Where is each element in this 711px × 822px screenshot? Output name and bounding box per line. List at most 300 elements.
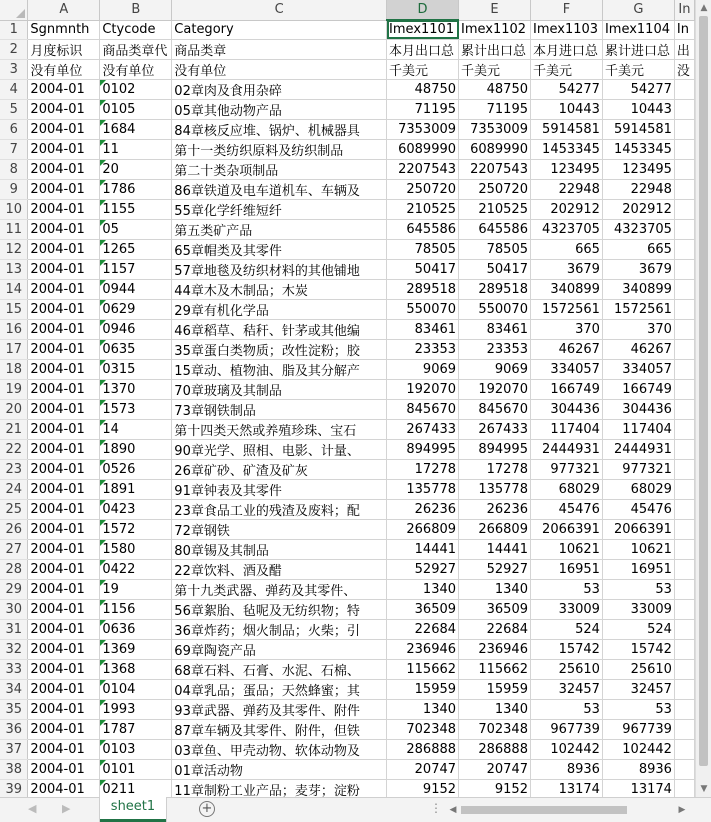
cell-f[interactable]: 13174: [530, 779, 602, 797]
cell-b[interactable]: 05: [100, 219, 172, 239]
cell-e[interactable]: 20747: [459, 759, 531, 779]
cell-d[interactable]: 266809: [387, 519, 459, 539]
row-header[interactable]: 18: [0, 359, 28, 379]
cell-b[interactable]: 0946: [100, 319, 172, 339]
cell-b[interactable]: 0636: [100, 619, 172, 639]
cell-c[interactable]: 68章石料、石膏、水泥、石棉、: [172, 659, 387, 679]
cell-e[interactable]: 267433: [459, 419, 531, 439]
cell-g[interactable]: 25610: [602, 659, 674, 679]
cell-e[interactable]: 83461: [459, 319, 531, 339]
cell-d[interactable]: 9152: [387, 779, 459, 797]
cell-d[interactable]: 845670: [387, 399, 459, 419]
cell-f[interactable]: 202912: [530, 199, 602, 219]
cell-c[interactable]: 73章钢铁制品: [172, 399, 387, 419]
cell-d[interactable]: 71195: [387, 99, 459, 119]
cell-f[interactable]: 2066391: [530, 519, 602, 539]
cell-g[interactable]: 202912: [602, 199, 674, 219]
cell-a[interactable]: 2004-01: [28, 699, 100, 719]
cell-c[interactable]: 商品类章: [172, 39, 387, 59]
cell-in[interactable]: [674, 499, 694, 519]
cell-g[interactable]: 22948: [602, 179, 674, 199]
cell-d[interactable]: 14441: [387, 539, 459, 559]
cell-b[interactable]: 0211: [100, 779, 172, 797]
cell-g[interactable]: 1572561: [602, 299, 674, 319]
cell-d[interactable]: 236946: [387, 639, 459, 659]
cell-g[interactable]: 4323705: [602, 219, 674, 239]
cell-g[interactable]: 15742: [602, 639, 674, 659]
cell-g[interactable]: 16951: [602, 559, 674, 579]
cell-a[interactable]: 2004-01: [28, 359, 100, 379]
cell-c[interactable]: 46章稻草、秸秆、针茅或其他编: [172, 319, 387, 339]
cell-b[interactable]: 11: [100, 139, 172, 159]
cell-b[interactable]: 0635: [100, 339, 172, 359]
cell-a[interactable]: 2004-01: [28, 719, 100, 739]
cell-c[interactable]: 15章动、植物油、脂及其分解产: [172, 359, 387, 379]
cell-b[interactable]: 19: [100, 579, 172, 599]
cell-a[interactable]: 2004-01: [28, 319, 100, 339]
cell-e[interactable]: 2207543: [459, 159, 531, 179]
cell-f[interactable]: 334057: [530, 359, 602, 379]
cell-in[interactable]: 没: [674, 59, 694, 79]
cell-in[interactable]: [674, 779, 694, 797]
cell-g[interactable]: 3679: [602, 259, 674, 279]
cell-in[interactable]: [674, 419, 694, 439]
row-header[interactable]: 14: [0, 279, 28, 299]
cell-e[interactable]: 550070: [459, 299, 531, 319]
row-header[interactable]: 28: [0, 559, 28, 579]
cell-a[interactable]: 2004-01: [28, 499, 100, 519]
row-header[interactable]: 31: [0, 619, 28, 639]
cell-g[interactable]: 32457: [602, 679, 674, 699]
cell-c[interactable]: 05章其他动物产品: [172, 99, 387, 119]
row-header[interactable]: 38: [0, 759, 28, 779]
cell-b[interactable]: 0105: [100, 99, 172, 119]
cell-in[interactable]: [674, 719, 694, 739]
column-header-in[interactable]: In: [674, 0, 694, 20]
cell-in[interactable]: [674, 339, 694, 359]
cell-in[interactable]: [674, 119, 694, 139]
horizontal-scroll-thumb[interactable]: [461, 806, 627, 814]
cell-d[interactable]: 52927: [387, 559, 459, 579]
cell-e[interactable]: 192070: [459, 379, 531, 399]
cell-c[interactable]: 04章乳品；蛋品；天然蜂蜜；其: [172, 679, 387, 699]
row-header[interactable]: 35: [0, 699, 28, 719]
cell-e[interactable]: 236946: [459, 639, 531, 659]
cell-a[interactable]: 2004-01: [28, 539, 100, 559]
row-header[interactable]: 3: [0, 59, 28, 79]
horizontal-scrollbar[interactable]: [445, 802, 690, 818]
cell-a[interactable]: 2004-01: [28, 79, 100, 99]
cell-c[interactable]: 69章陶瓷产品: [172, 639, 387, 659]
cell-a[interactable]: 2004-01: [28, 399, 100, 419]
cell-f[interactable]: 123495: [530, 159, 602, 179]
cell-c[interactable]: 72章钢铁: [172, 519, 387, 539]
cell-f[interactable]: 370: [530, 319, 602, 339]
cell-e[interactable]: 1340: [459, 579, 531, 599]
cell-e[interactable]: 累计出口总: [459, 39, 531, 59]
cell-g[interactable]: 967739: [602, 719, 674, 739]
row-header[interactable]: 2: [0, 39, 28, 59]
cell-f[interactable]: 15742: [530, 639, 602, 659]
cell-c[interactable]: 57章地毯及纺织材料的其他铺地: [172, 259, 387, 279]
cell-a[interactable]: 月度标识: [28, 39, 100, 59]
cell-a[interactable]: 2004-01: [28, 679, 100, 699]
cell-g[interactable]: 370: [602, 319, 674, 339]
cell-c[interactable]: 56章絮胎、毡呢及无纺织物；特: [172, 599, 387, 619]
cell-a[interactable]: 2004-01: [28, 159, 100, 179]
cell-d[interactable]: 135778: [387, 479, 459, 499]
row-header[interactable]: 13: [0, 259, 28, 279]
cell-a[interactable]: 2004-01: [28, 239, 100, 259]
cell-d[interactable]: 15959: [387, 679, 459, 699]
cell-a[interactable]: Sgnmnth: [28, 20, 100, 39]
column-header-f[interactable]: F: [530, 0, 602, 20]
cell-in[interactable]: [674, 539, 694, 559]
cell-c[interactable]: 23章食品工业的残渣及废料；配: [172, 499, 387, 519]
cell-b[interactable]: 0944: [100, 279, 172, 299]
cell-d[interactable]: 9069: [387, 359, 459, 379]
cell-b[interactable]: 1786: [100, 179, 172, 199]
cell-a[interactable]: 2004-01: [28, 199, 100, 219]
cell-b[interactable]: 1265: [100, 239, 172, 259]
cell-c[interactable]: 93章武器、弹药及其零件、附件: [172, 699, 387, 719]
cell-d[interactable]: 250720: [387, 179, 459, 199]
cell-f[interactable]: 53: [530, 579, 602, 599]
cell-f[interactable]: 967739: [530, 719, 602, 739]
row-header[interactable]: 26: [0, 519, 28, 539]
cell-a[interactable]: 2004-01: [28, 339, 100, 359]
scroll-down-icon[interactable]: ▼: [700, 784, 708, 794]
cell-in[interactable]: [674, 519, 694, 539]
cell-c[interactable]: 第十四类天然或养殖珍珠、宝石: [172, 419, 387, 439]
next-sheet-icon[interactable]: ▶: [62, 802, 71, 815]
cell-b[interactable]: 没有单位: [100, 59, 172, 79]
cell-f[interactable]: 1453345: [530, 139, 602, 159]
cell-e[interactable]: 894995: [459, 439, 531, 459]
cell-d[interactable]: 1340: [387, 699, 459, 719]
cell-in[interactable]: [674, 679, 694, 699]
cell-a[interactable]: 2004-01: [28, 379, 100, 399]
cell-f[interactable]: 千美元: [530, 59, 602, 79]
cell-e[interactable]: 23353: [459, 339, 531, 359]
cell-d[interactable]: 289518: [387, 279, 459, 299]
cell-c[interactable]: 第二十类杂项制品: [172, 159, 387, 179]
cell-e[interactable]: 9069: [459, 359, 531, 379]
cell-in[interactable]: [674, 159, 694, 179]
cell-g[interactable]: 977321: [602, 459, 674, 479]
cell-d[interactable]: 210525: [387, 199, 459, 219]
cell-a[interactable]: 2004-01: [28, 119, 100, 139]
cell-c[interactable]: 26章矿砂、矿渣及矿灰: [172, 459, 387, 479]
cell-e[interactable]: 266809: [459, 519, 531, 539]
cell-f[interactable]: 166749: [530, 379, 602, 399]
cell-in[interactable]: [674, 439, 694, 459]
row-header[interactable]: 9: [0, 179, 28, 199]
cell-c[interactable]: Category: [172, 20, 387, 39]
cell-f[interactable]: 54277: [530, 79, 602, 99]
cell-in[interactable]: [674, 739, 694, 759]
cell-c[interactable]: 没有单位: [172, 59, 387, 79]
cell-a[interactable]: 2004-01: [28, 299, 100, 319]
cell-in[interactable]: [674, 139, 694, 159]
cell-a[interactable]: 2004-01: [28, 419, 100, 439]
row-header[interactable]: 32: [0, 639, 28, 659]
cell-e[interactable]: 289518: [459, 279, 531, 299]
cell-c[interactable]: 35章蛋白类物质；改性淀粉；胶: [172, 339, 387, 359]
cell-g[interactable]: 33009: [602, 599, 674, 619]
cell-c[interactable]: 80章锡及其制品: [172, 539, 387, 559]
cell-a[interactable]: 2004-01: [28, 759, 100, 779]
cell-f[interactable]: 5914581: [530, 119, 602, 139]
row-header[interactable]: 37: [0, 739, 28, 759]
select-all-corner[interactable]: [0, 0, 28, 20]
cell-c[interactable]: 36章炸药；烟火制品；火柴；引: [172, 619, 387, 639]
cell-a[interactable]: 没有单位: [28, 59, 100, 79]
cell-d[interactable]: 286888: [387, 739, 459, 759]
cell-d[interactable]: 36509: [387, 599, 459, 619]
cell-in[interactable]: [674, 619, 694, 639]
cell-b[interactable]: 1787: [100, 719, 172, 739]
cell-f[interactable]: 1572561: [530, 299, 602, 319]
row-header[interactable]: 17: [0, 339, 28, 359]
cell-a[interactable]: 2004-01: [28, 599, 100, 619]
column-header-b[interactable]: B: [100, 0, 172, 20]
cell-f[interactable]: 22948: [530, 179, 602, 199]
cell-b[interactable]: 0104: [100, 679, 172, 699]
cell-f[interactable]: 102442: [530, 739, 602, 759]
cell-in[interactable]: [674, 599, 694, 619]
cell-f[interactable]: 117404: [530, 419, 602, 439]
cell-b[interactable]: 0103: [100, 739, 172, 759]
cell-b[interactable]: 0101: [100, 759, 172, 779]
cell-a[interactable]: 2004-01: [28, 279, 100, 299]
cell-b[interactable]: 1572: [100, 519, 172, 539]
cell-d[interactable]: 2207543: [387, 159, 459, 179]
cell-b[interactable]: 1156: [100, 599, 172, 619]
cell-b[interactable]: 1890: [100, 439, 172, 459]
cell-d[interactable]: 7353009: [387, 119, 459, 139]
cell-d[interactable]: Imex1101: [387, 20, 459, 39]
cell-d[interactable]: 48750: [387, 79, 459, 99]
cell-a[interactable]: 2004-01: [28, 139, 100, 159]
cell-c[interactable]: 90章光学、照相、电影、计量、: [172, 439, 387, 459]
cell-d[interactable]: 78505: [387, 239, 459, 259]
row-header[interactable]: 10: [0, 199, 28, 219]
row-header[interactable]: 21: [0, 419, 28, 439]
vertical-scroll-thumb[interactable]: [699, 16, 708, 766]
cell-e[interactable]: 52927: [459, 559, 531, 579]
cell-d[interactable]: 千美元: [387, 59, 459, 79]
cell-f[interactable]: 304436: [530, 399, 602, 419]
tab-splitter-icon[interactable]: ⋮: [430, 801, 441, 815]
row-header[interactable]: 7: [0, 139, 28, 159]
cell-d[interactable]: 1340: [387, 579, 459, 599]
prev-sheet-icon[interactable]: ◀: [28, 802, 37, 815]
cell-a[interactable]: 2004-01: [28, 219, 100, 239]
cell-in[interactable]: [674, 459, 694, 479]
cell-in[interactable]: [674, 79, 694, 99]
cell-f[interactable]: 2444931: [530, 439, 602, 459]
cell-a[interactable]: 2004-01: [28, 259, 100, 279]
cell-b[interactable]: 0315: [100, 359, 172, 379]
cell-b[interactable]: 0422: [100, 559, 172, 579]
cell-c[interactable]: 03章鱼、甲壳动物、软体动物及: [172, 739, 387, 759]
cell-g[interactable]: 46267: [602, 339, 674, 359]
cell-a[interactable]: 2004-01: [28, 179, 100, 199]
row-header[interactable]: 6: [0, 119, 28, 139]
column-header-c[interactable]: C: [172, 0, 387, 20]
row-header[interactable]: 23: [0, 459, 28, 479]
cell-a[interactable]: 2004-01: [28, 659, 100, 679]
cell-a[interactable]: 2004-01: [28, 99, 100, 119]
cell-g[interactable]: 10443: [602, 99, 674, 119]
cell-c[interactable]: 22章饮料、酒及醋: [172, 559, 387, 579]
cell-b[interactable]: 20: [100, 159, 172, 179]
row-header[interactable]: 22: [0, 439, 28, 459]
column-header-g[interactable]: G: [602, 0, 674, 20]
cell-b[interactable]: 0102: [100, 79, 172, 99]
cell-a[interactable]: 2004-01: [28, 779, 100, 797]
cell-a[interactable]: 2004-01: [28, 639, 100, 659]
cell-in[interactable]: [674, 179, 694, 199]
cell-e[interactable]: 36509: [459, 599, 531, 619]
scroll-right-icon[interactable]: ▶: [678, 805, 686, 815]
row-header[interactable]: 15: [0, 299, 28, 319]
cell-g[interactable]: 5914581: [602, 119, 674, 139]
cell-g[interactable]: 68029: [602, 479, 674, 499]
row-header[interactable]: 20: [0, 399, 28, 419]
cell-g[interactable]: 10621: [602, 539, 674, 559]
cell-d[interactable]: 550070: [387, 299, 459, 319]
cell-e[interactable]: 6089990: [459, 139, 531, 159]
row-header[interactable]: 24: [0, 479, 28, 499]
scroll-left-icon[interactable]: ◀: [449, 805, 457, 815]
cell-c[interactable]: 11章制粉工业产品；麦芽；淀粉: [172, 779, 387, 797]
cell-a[interactable]: 2004-01: [28, 519, 100, 539]
cell-e[interactable]: 115662: [459, 659, 531, 679]
cell-a[interactable]: 2004-01: [28, 619, 100, 639]
row-header[interactable]: 25: [0, 499, 28, 519]
cell-a[interactable]: 2004-01: [28, 559, 100, 579]
cell-a[interactable]: 2004-01: [28, 739, 100, 759]
cell-e[interactable]: 15959: [459, 679, 531, 699]
row-header[interactable]: 5: [0, 99, 28, 119]
cell-c[interactable]: 87章车辆及其零件、附件，但铁: [172, 719, 387, 739]
cell-a[interactable]: 2004-01: [28, 579, 100, 599]
cell-b[interactable]: 0526: [100, 459, 172, 479]
cell-e[interactable]: 702348: [459, 719, 531, 739]
cell-f[interactable]: 32457: [530, 679, 602, 699]
cell-d[interactable]: 50417: [387, 259, 459, 279]
cell-in[interactable]: [674, 759, 694, 779]
cell-g[interactable]: 1453345: [602, 139, 674, 159]
cell-f[interactable]: 46267: [530, 339, 602, 359]
cell-d[interactable]: 17278: [387, 459, 459, 479]
cell-f[interactable]: 340899: [530, 279, 602, 299]
cell-b[interactable]: 1368: [100, 659, 172, 679]
cell-e[interactable]: 9152: [459, 779, 531, 797]
cell-d[interactable]: 267433: [387, 419, 459, 439]
cell-in[interactable]: [674, 479, 694, 499]
cell-e[interactable]: 14441: [459, 539, 531, 559]
cell-f[interactable]: 33009: [530, 599, 602, 619]
cell-a[interactable]: 2004-01: [28, 439, 100, 459]
cell-in[interactable]: [674, 219, 694, 239]
cell-e[interactable]: 1340: [459, 699, 531, 719]
cell-g[interactable]: 千美元: [602, 59, 674, 79]
row-header[interactable]: 36: [0, 719, 28, 739]
cell-g[interactable]: 334057: [602, 359, 674, 379]
cell-c[interactable]: 第五类矿产品: [172, 219, 387, 239]
cell-in[interactable]: [674, 359, 694, 379]
cell-f[interactable]: 524: [530, 619, 602, 639]
cell-g[interactable]: 53: [602, 579, 674, 599]
vertical-scrollbar[interactable]: [695, 0, 711, 797]
row-header[interactable]: 39: [0, 779, 28, 797]
cell-a[interactable]: 2004-01: [28, 479, 100, 499]
cell-b[interactable]: 1157: [100, 259, 172, 279]
row-header[interactable]: 29: [0, 579, 28, 599]
cell-e[interactable]: 7353009: [459, 119, 531, 139]
cell-c[interactable]: 84章核反应堆、锅炉、机械器具: [172, 119, 387, 139]
cell-d[interactable]: 23353: [387, 339, 459, 359]
row-header[interactable]: 1: [0, 20, 28, 39]
cell-f[interactable]: 10443: [530, 99, 602, 119]
cell-g[interactable]: 13174: [602, 779, 674, 797]
cell-c[interactable]: 70章玻璃及其制品: [172, 379, 387, 399]
cell-d[interactable]: 645586: [387, 219, 459, 239]
cell-g[interactable]: 524: [602, 619, 674, 639]
cell-b[interactable]: 1369: [100, 639, 172, 659]
cell-e[interactable]: 250720: [459, 179, 531, 199]
cell-e[interactable]: 50417: [459, 259, 531, 279]
cell-b[interactable]: 0629: [100, 299, 172, 319]
row-header[interactable]: 27: [0, 539, 28, 559]
cell-f[interactable]: 665: [530, 239, 602, 259]
cell-g[interactable]: 304436: [602, 399, 674, 419]
row-header[interactable]: 19: [0, 379, 28, 399]
cell-in[interactable]: [674, 559, 694, 579]
cell-d[interactable]: 26236: [387, 499, 459, 519]
cell-in[interactable]: [674, 399, 694, 419]
column-header-a[interactable]: A: [28, 0, 100, 20]
cell-g[interactable]: 54277: [602, 79, 674, 99]
cell-e[interactable]: 845670: [459, 399, 531, 419]
cell-b[interactable]: 1684: [100, 119, 172, 139]
cell-f[interactable]: 977321: [530, 459, 602, 479]
cell-in[interactable]: [674, 659, 694, 679]
cell-e[interactable]: 17278: [459, 459, 531, 479]
cell-in[interactable]: [674, 279, 694, 299]
row-header[interactable]: 11: [0, 219, 28, 239]
cell-d[interactable]: 702348: [387, 719, 459, 739]
cell-g[interactable]: 102442: [602, 739, 674, 759]
cell-b[interactable]: Ctycode: [100, 20, 172, 39]
cell-b[interactable]: 商品类章代: [100, 39, 172, 59]
cell-e[interactable]: 286888: [459, 739, 531, 759]
cell-in[interactable]: 出: [674, 39, 694, 59]
cell-g[interactable]: 2066391: [602, 519, 674, 539]
cell-g[interactable]: 45476: [602, 499, 674, 519]
cell-e[interactable]: 135778: [459, 479, 531, 499]
cell-g[interactable]: 8936: [602, 759, 674, 779]
cell-e[interactable]: 48750: [459, 79, 531, 99]
cell-g[interactable]: 2444931: [602, 439, 674, 459]
cell-d[interactable]: 本月出口总: [387, 39, 459, 59]
row-header[interactable]: 4: [0, 79, 28, 99]
cell-in[interactable]: [674, 199, 694, 219]
cell-b[interactable]: 1370: [100, 379, 172, 399]
